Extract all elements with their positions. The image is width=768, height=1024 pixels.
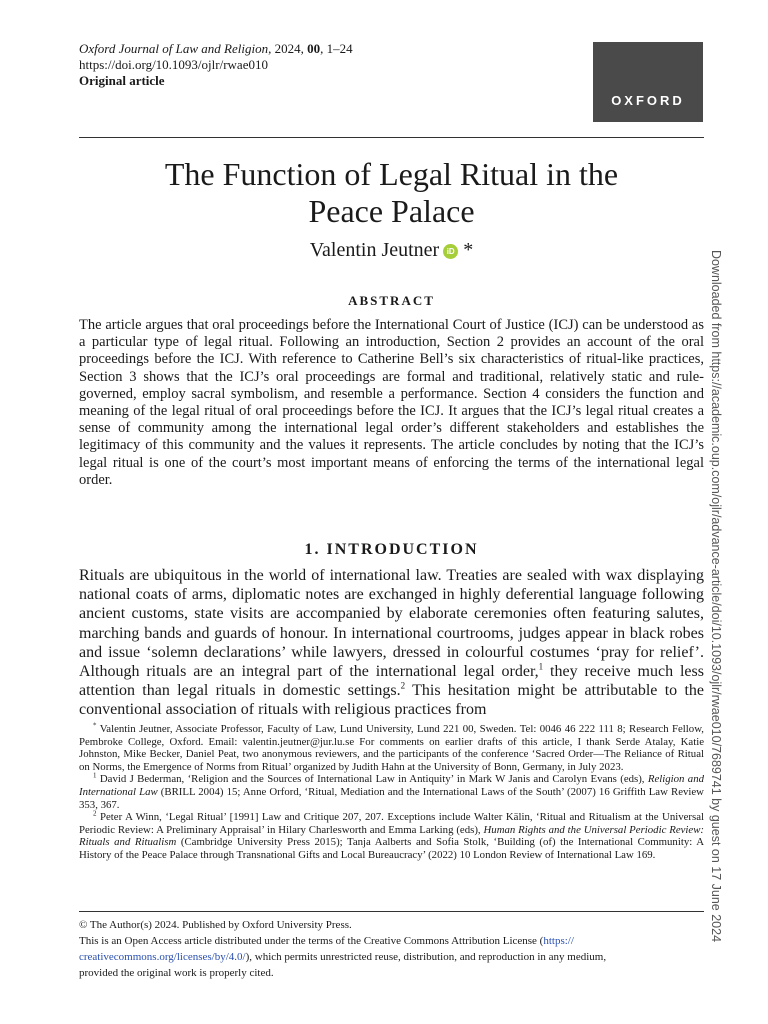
oxford-logo-text: OXFORD bbox=[611, 93, 685, 108]
abstract-text: The article argues that oral proceedings before the International Court of Justice (ICJ) can be understood as a particular type of legal ritual. Following an introduction, Section 2 provides an account of the oral proceedings before the ICJ. With reference to Catherine Bell’s six characteristics of ritual-like practices, Section 3 shows that the ICJ’s oral proceedings are formal and traditional, relatively static and rule-governed, employ sacral symbolism, and resemble a performance. Section 4 considers the function and meaning of the legal ritual of oral proceedings before the ICJ. It argues that the ICJ’s legal ritual creates a sense of community among the international legal order’s different stakeholders and establishes the legitimacy of this community and the values it represents. The article concludes by noting that the ICJ’s legal ritual is one of the court’s most important means of enforcing the terms of the international legal order. bbox=[79, 317, 704, 488]
license-text: ), which permits unrestricted reuse, distribution, and reproduction in any medium, bbox=[245, 951, 607, 963]
citation-year: , 2024, bbox=[268, 41, 308, 56]
footnote-author bbox=[79, 723, 704, 773]
license-link[interactable]: creativecommons.org/licenses/by/4.0/ bbox=[79, 951, 246, 963]
article-type: Original article bbox=[79, 73, 165, 88]
download-watermark: Downloaded from https://academic.oup.com/ojlr/advance-article/doi/10.1093/ojlr/rwae010/7689741 by guest on 17 June 2024 bbox=[709, 249, 723, 943]
footnotes bbox=[79, 723, 704, 862]
author-name: Valentin Jeutner bbox=[309, 239, 440, 261]
footnote-text: (BRILL 2004) 15; Anne Orford, ‘Ritual, Mediation and the International Laws of the South’ (2007) 16 Griffith Law Review 353, 367. bbox=[79, 785, 704, 811]
journal-citation bbox=[79, 41, 353, 57]
footnote-text: (Cambridge University Press 2015); Tanja Aalberts and Sofia Stolk, ‘Building (of) the International Community: A History of the Peace Palace through Transnational Gifts and Local Bureaucracy’ (2022) 10 London Review of International Law 169. bbox=[79, 836, 704, 861]
license-line-4: provided the original work is properly cited. bbox=[79, 967, 274, 979]
intro-text-3: This hesitation might be attributable to the conventional association of rituals with religious practices from bbox=[79, 682, 705, 719]
author-footnote-marker[interactable]: * bbox=[463, 239, 474, 261]
footnote-title: Religion and International Law bbox=[79, 773, 704, 798]
footnote-title: Human Rights and the Universal Periodic Review: Rituals and Ritualism bbox=[79, 823, 704, 849]
doi-link[interactable]: https://doi.org/10.1093/ojlr/rwae010 bbox=[79, 57, 268, 72]
abstract-heading: ABSTRACT bbox=[348, 293, 435, 308]
footer-divider bbox=[79, 911, 704, 912]
footnote-ref-1[interactable]: 1 bbox=[538, 661, 544, 672]
header-divider bbox=[79, 137, 704, 138]
copyright-line: © The Author(s) 2024. Published by Oxford University Press. bbox=[79, 919, 352, 931]
volume: 00 bbox=[307, 41, 321, 56]
title-line-2: Peace Palace bbox=[308, 193, 475, 229]
license-text: This is an Open Access article distributed under the terms of the Creative Commons Attribution License ( bbox=[79, 935, 544, 947]
orcid-icon[interactable]: iD bbox=[443, 244, 458, 259]
license-block bbox=[79, 917, 704, 981]
license-line-2 bbox=[79, 933, 704, 949]
footnote-text: Peter A Winn, ‘Legal Ritual’ [1991] Law and Critique 207, 207. Exceptions include Walter Kälin, ‘Ritual and Ritualism at the Universal Periodic Review: A Preliminary Appraisal’ in Hilary Charlesworth and Emma Larking (eds), bbox=[79, 811, 705, 836]
pages: , 1–24 bbox=[320, 41, 353, 56]
introduction-paragraph bbox=[79, 566, 704, 720]
footnote-marker: 2 bbox=[93, 809, 97, 818]
footnote-marker: * bbox=[93, 721, 97, 730]
footnote-text: David J Bederman, ‘Religion and the Sources of International Law in Antiquity’ in Mark W Janis and Carolyn Evans (eds), bbox=[99, 773, 648, 786]
journal-title: Oxford Journal of Law and Religion bbox=[79, 41, 269, 56]
footnote-1 bbox=[79, 773, 704, 811]
footnote-text: Valentin Jeutner, Associate Professor, Faculty of Law, Lund University, Lund 221 00, Sweden. Tel: 0046 46 222 111 8; Research Fellow, Pembroke College, Oxford. Email: valentin.jeutner@jur.lu.se For comments on earlier drafts of this article, I thank Serde Atalay, Katie Johnston, Mike Becker, Daniel Peat, two anonymous reviewers, and the participants of the conference ‘Sacred Order—The Reliance of Ritual on Norms, the Emergence of Norms from Ritual’ organized by Judith Hahn at the University of Bonn, Germany, in July 2023. bbox=[79, 723, 704, 773]
oxford-logo bbox=[593, 42, 703, 122]
footnote-marker: 1 bbox=[93, 771, 97, 780]
page-title bbox=[79, 156, 704, 230]
footnote-ref-2[interactable]: 2 bbox=[400, 680, 406, 691]
license-link[interactable]: https:// bbox=[543, 935, 574, 947]
author-line bbox=[79, 237, 704, 263]
license-line-3 bbox=[79, 949, 704, 965]
footnote-2 bbox=[79, 811, 704, 861]
introduction-heading: 1. INTRODUCTION bbox=[304, 541, 479, 558]
journal-citation-block bbox=[79, 41, 353, 89]
intro-text-2: they receive much less attention than legal rituals in domestic settings. bbox=[79, 663, 704, 700]
intro-text-1: Rituals are ubiquitous in the world of international law. Treaties are sealed with wax displaying national coats of arms, diplomatic notes are exchanged in highly deferential language following ancient customs, state visits are accompanied by elaborate ceremonies often featuring salutes, marching bands and guards of honour. In international courtrooms, judges appear in black robes and issue ‘solemn declarations’ while lawyers, dressed in colourful costumes ‘pray for relief’. Although rituals are an integral part of the international legal order, bbox=[79, 567, 704, 681]
title-line-1: The Function of Legal Ritual in the bbox=[164, 156, 619, 192]
